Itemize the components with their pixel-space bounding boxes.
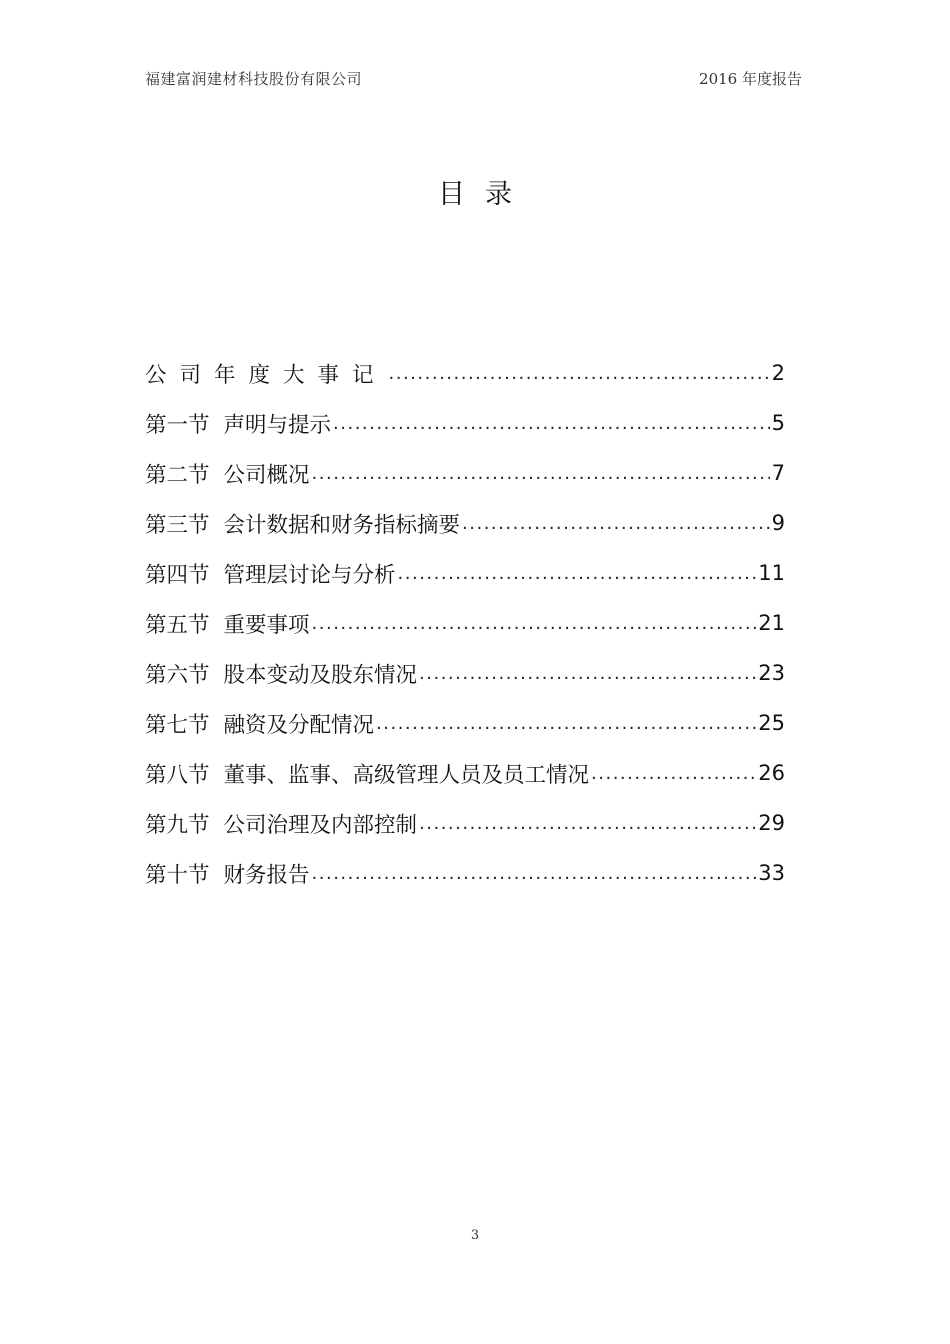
toc-dot-leader: [398, 563, 757, 584]
toc-entry-section: 第六节: [145, 662, 210, 688]
toc-entry-section-10[interactable]: [145, 848, 785, 898]
toc-entry-label: 会计数据和财务指标摘要: [223, 512, 461, 538]
toc-entry-section: 第八节: [145, 762, 210, 788]
toc-entry-section: 第九节: [145, 812, 210, 838]
toc-entry-label: 公司年度大事记: [145, 362, 387, 388]
page-number: 3: [470, 1228, 480, 1243]
toc-entry-label: 公司治理及内部控制: [223, 812, 418, 838]
toc-dot-leader: [419, 663, 756, 684]
toc-entry-page: 2: [771, 361, 785, 385]
toc-entry-section: 第五节: [145, 612, 210, 638]
toc-entry-label: 公司概况: [223, 462, 310, 488]
toc-entry-section-6[interactable]: [145, 648, 785, 698]
toc-entry-page: 23: [758, 661, 785, 685]
toc-dot-leader: [591, 763, 756, 784]
toc-entry-section-3[interactable]: [145, 498, 785, 548]
toc-entry-label: 财务报告: [223, 862, 310, 888]
toc-entry-page: 7: [771, 461, 785, 485]
toc-entry-section-7[interactable]: [145, 698, 785, 748]
toc-entry-section: 第三节: [145, 512, 210, 538]
toc-entry-section-9[interactable]: [145, 798, 785, 848]
toc-entry-page: 11: [758, 561, 785, 585]
toc-entry-page: 33: [758, 861, 785, 885]
toc-dot-leader: [333, 413, 770, 434]
toc-dot-leader: [312, 613, 757, 634]
header-report-year: 2016 年度报告: [699, 70, 802, 88]
toc-entry-section-4[interactable]: [145, 548, 785, 598]
toc-dot-leader: [462, 513, 770, 534]
toc-entry-section-8[interactable]: [145, 748, 785, 798]
toc-entry-label: 声明与提示: [223, 412, 332, 438]
header-company-name: 福建富润建材科技股份有限公司: [145, 70, 363, 88]
toc-dot-leader: [312, 463, 770, 484]
toc-entry-page: 9: [771, 511, 785, 535]
toc-dot-leader: [312, 863, 757, 884]
toc-entry-page: 25: [758, 711, 785, 735]
toc-dot-leader: [376, 713, 756, 734]
toc-dot-leader: [389, 363, 770, 384]
toc-entry-label: 管理层讨论与分析: [223, 562, 396, 588]
toc-entry-label: 董事、监事、高级管理人员及员工情况: [223, 762, 590, 788]
toc-entry-label: 股本变动及股东情况: [223, 662, 418, 688]
page-title: 目录: [438, 179, 532, 210]
toc-entry-annual-events[interactable]: [145, 348, 785, 398]
toc-entry-page: 26: [758, 761, 785, 785]
toc-entry-label: 融资及分配情况: [223, 712, 375, 738]
toc-entry-section-1[interactable]: [145, 398, 785, 448]
toc-entry-page: 21: [758, 611, 785, 635]
toc-entry-section-2[interactable]: [145, 448, 785, 498]
toc-entry-section: 第一节: [145, 412, 210, 438]
toc-entry-section: 第二节: [145, 462, 210, 488]
toc-entry-label: 重要事项: [223, 612, 310, 638]
toc-entry-section-5[interactable]: [145, 598, 785, 648]
toc-entry-section: 第七节: [145, 712, 210, 738]
toc-entry-page: 29: [758, 811, 785, 835]
toc-dot-leader: [419, 813, 756, 834]
toc-entry-section: 第十节: [145, 862, 210, 888]
toc-entry-section: 第四节: [145, 562, 210, 588]
toc-entry-page: 5: [771, 411, 785, 435]
table-of-contents: [145, 348, 785, 898]
